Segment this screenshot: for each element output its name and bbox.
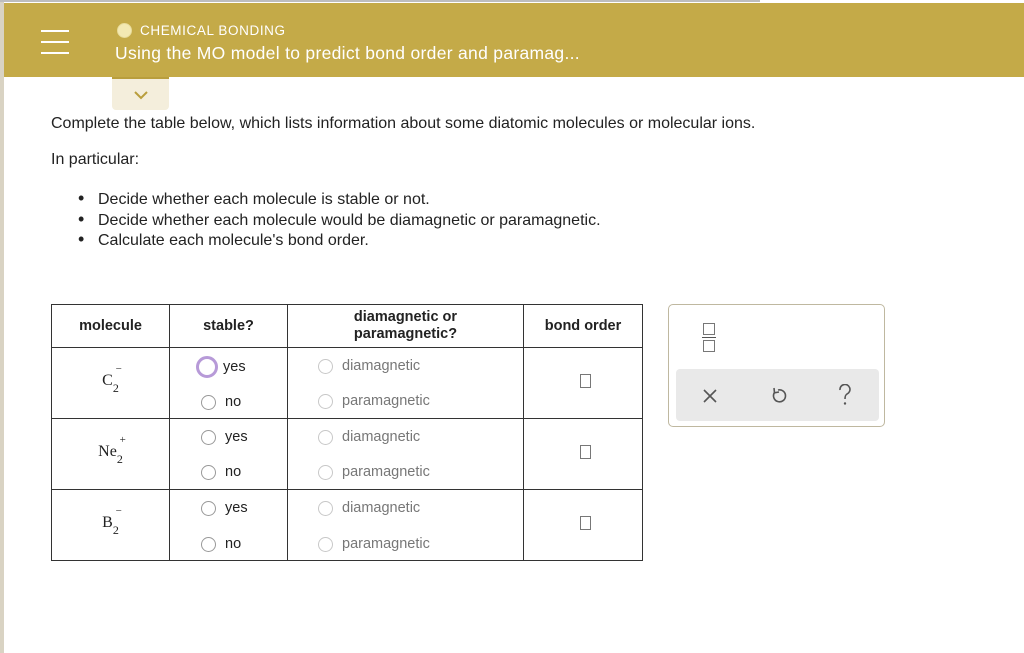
molecule-charge: − bbox=[115, 363, 122, 376]
stable-no-radio[interactable] bbox=[201, 395, 216, 410]
table-row bbox=[52, 419, 643, 490]
stable-yes-label: yes bbox=[225, 500, 248, 516]
stable-no-label: no bbox=[225, 394, 242, 410]
action-toolbar bbox=[676, 369, 879, 421]
bond-order-cell bbox=[524, 348, 643, 419]
fraction-icon[interactable] bbox=[702, 323, 716, 355]
answer-tools-panel bbox=[668, 304, 885, 427]
molecule-formula bbox=[102, 363, 122, 395]
stable-cell bbox=[170, 490, 288, 561]
stable-cell bbox=[170, 419, 288, 490]
topic-label: CHEMICAL BONDING bbox=[140, 23, 286, 38]
molecule-charge: + bbox=[119, 434, 126, 447]
column-header-magnetic bbox=[288, 305, 524, 348]
stable-yes-radio[interactable] bbox=[201, 430, 216, 445]
undo-icon[interactable] bbox=[768, 386, 788, 406]
stable-yes-radio[interactable] bbox=[201, 501, 216, 516]
table-header-row bbox=[52, 305, 643, 348]
column-header-magnetic-line2: paramagnetic? bbox=[353, 326, 458, 342]
stable-yes-option[interactable] bbox=[201, 500, 248, 516]
stable-no-label: no bbox=[225, 464, 242, 480]
instruction-item: • Calculate each molecule's bond order. bbox=[78, 229, 601, 250]
column-header-magnetic-line1: diamagnetic or bbox=[353, 309, 458, 325]
paramagnetic-option[interactable] bbox=[318, 536, 430, 552]
magnetic-cell bbox=[288, 490, 524, 561]
bond-order-input[interactable] bbox=[580, 516, 591, 530]
stable-cell bbox=[170, 348, 288, 419]
header-bar bbox=[4, 3, 1024, 77]
diamagnetic-label: diamagnetic bbox=[342, 429, 421, 445]
diamagnetic-radio[interactable] bbox=[318, 501, 333, 516]
column-header-molecule: molecule bbox=[52, 305, 170, 348]
column-header-stable: stable? bbox=[170, 305, 288, 348]
stable-yes-radio[interactable] bbox=[196, 356, 218, 378]
paramagnetic-label: paramagnetic bbox=[342, 536, 430, 552]
bond-order-input[interactable] bbox=[580, 374, 591, 388]
magnetic-cell bbox=[288, 348, 524, 419]
diamagnetic-radio[interactable] bbox=[318, 430, 333, 445]
diamagnetic-option[interactable] bbox=[318, 500, 420, 516]
paramagnetic-label: paramagnetic bbox=[342, 464, 430, 480]
molecule-cell bbox=[52, 419, 170, 490]
diamagnetic-label: diamagnetic bbox=[342, 358, 421, 374]
diamagnetic-label: diamagnetic bbox=[342, 500, 421, 516]
chevron-down-icon bbox=[133, 90, 149, 100]
stable-no-radio[interactable] bbox=[201, 537, 216, 552]
paramagnetic-option[interactable] bbox=[318, 464, 430, 480]
molecule-charge: − bbox=[115, 505, 122, 518]
molecule-formula bbox=[102, 505, 122, 537]
bond-order-cell bbox=[524, 490, 643, 561]
topic-row bbox=[117, 23, 286, 38]
menu-icon[interactable] bbox=[41, 30, 69, 54]
molecule-symbol: Ne bbox=[98, 443, 117, 461]
instruction-item: • Decide whether each molecule would be diamagnetic or paramagnetic. bbox=[78, 209, 601, 230]
instructions-list bbox=[78, 188, 601, 250]
paramagnetic-option[interactable] bbox=[318, 393, 430, 409]
diamagnetic-option[interactable] bbox=[318, 429, 420, 445]
paramagnetic-label: paramagnetic bbox=[342, 393, 430, 409]
stable-no-radio[interactable] bbox=[201, 465, 216, 480]
stable-yes-option[interactable] bbox=[199, 356, 246, 378]
stable-yes-label: yes bbox=[225, 429, 248, 445]
stable-no-option[interactable] bbox=[201, 464, 241, 480]
left-edge bbox=[0, 0, 4, 653]
molecule-subscript: 2 bbox=[112, 380, 119, 395]
page-title: Using the MO model to predict bond order and paramag... bbox=[115, 43, 580, 63]
help-icon[interactable] bbox=[838, 384, 852, 406]
stable-yes-label: yes bbox=[223, 359, 246, 375]
stable-no-option[interactable] bbox=[201, 536, 241, 552]
instructions-intro: Complete the table below, which lists information about some diatomic molecules or molecular ions. bbox=[51, 115, 756, 132]
top-line bbox=[0, 0, 760, 2]
molecule-subscript: 2 bbox=[112, 522, 119, 537]
molecule-symbol: B bbox=[102, 514, 113, 532]
paramagnetic-radio[interactable] bbox=[318, 537, 333, 552]
stable-yes-option[interactable] bbox=[201, 429, 248, 445]
paramagnetic-radio[interactable] bbox=[318, 394, 333, 409]
instruction-item: • Decide whether each molecule is stable or not. bbox=[78, 188, 601, 209]
table-row bbox=[52, 348, 643, 419]
diamagnetic-radio[interactable] bbox=[318, 359, 333, 374]
molecule-formula bbox=[98, 434, 126, 466]
diamagnetic-option[interactable] bbox=[318, 358, 420, 374]
paramagnetic-radio[interactable] bbox=[318, 465, 333, 480]
molecule-cell bbox=[52, 490, 170, 561]
molecule-table bbox=[51, 304, 643, 561]
column-header-bond-order: bond order bbox=[524, 305, 643, 348]
bond-order-cell bbox=[524, 419, 643, 490]
molecule-symbol: C bbox=[102, 372, 113, 390]
magnetic-cell bbox=[288, 419, 524, 490]
topic-status-dot bbox=[117, 23, 132, 38]
molecule-cell bbox=[52, 348, 170, 419]
close-icon[interactable] bbox=[702, 388, 718, 404]
stable-no-option[interactable] bbox=[201, 394, 241, 410]
expand-button[interactable] bbox=[112, 77, 169, 110]
table-row bbox=[52, 490, 643, 561]
instructions-particular: In particular: bbox=[51, 151, 140, 168]
bond-order-input[interactable] bbox=[580, 445, 591, 459]
stable-no-label: no bbox=[225, 536, 242, 552]
molecule-subscript: 2 bbox=[116, 451, 123, 466]
